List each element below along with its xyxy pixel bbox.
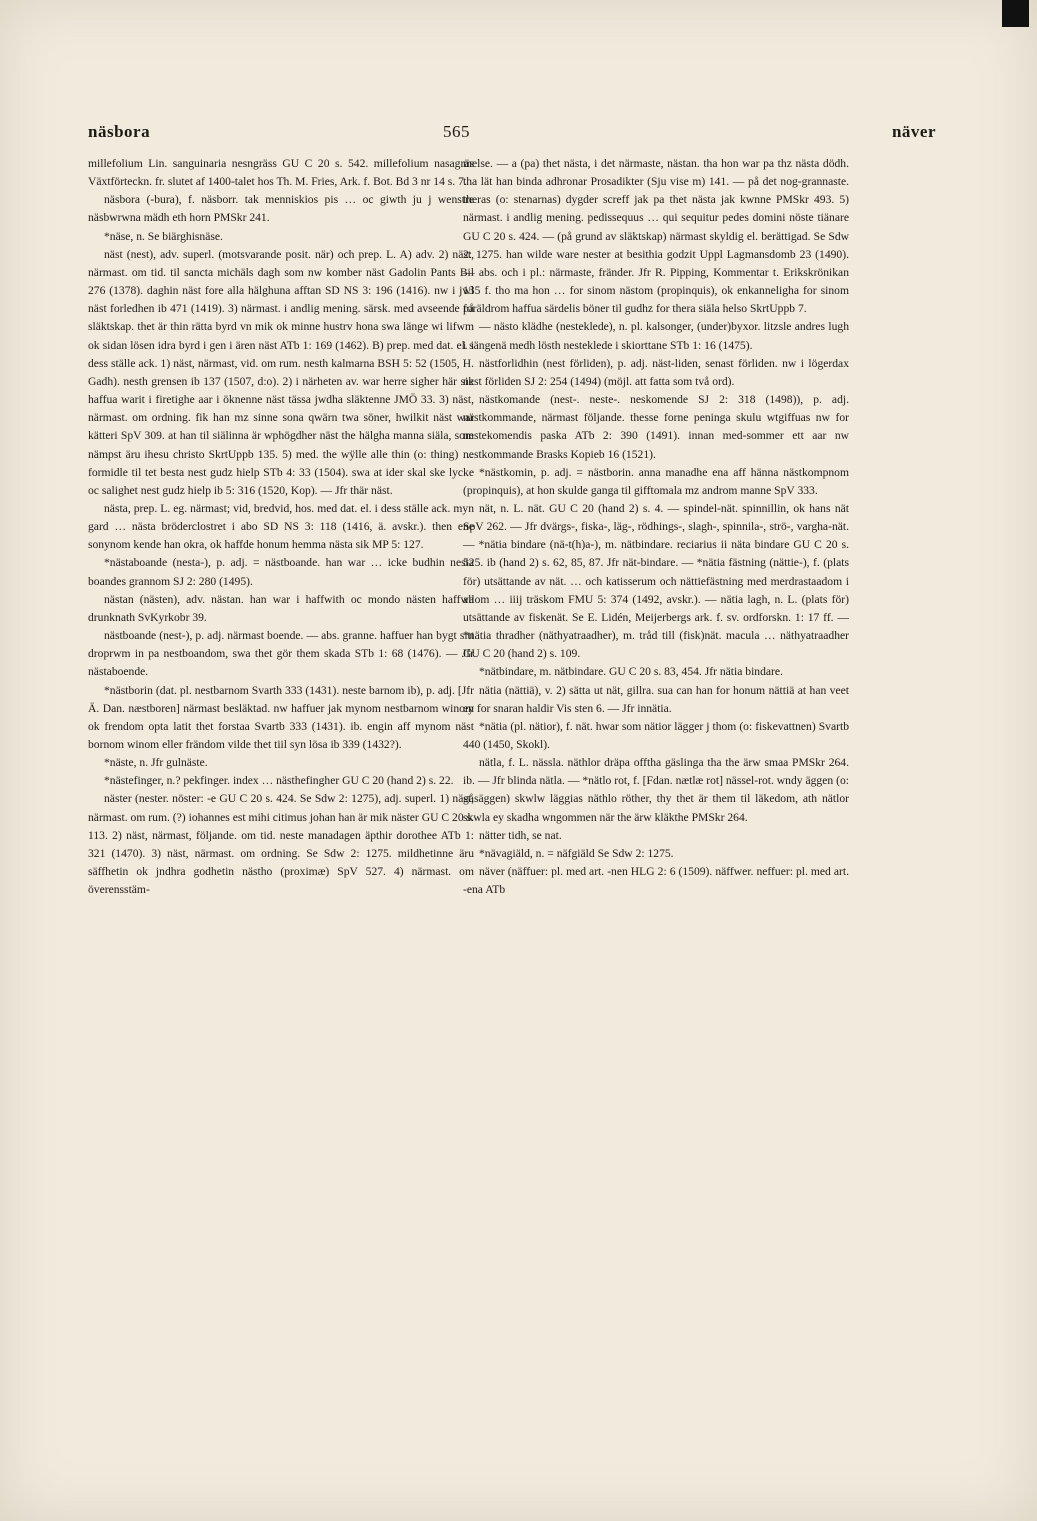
dictionary-entry: nästboande (nest-), p. adj. närmast boende. — abs. granne. haffuer han bygt sitt droprwm in pa nestboandom, swa thet gör them skada STb 1: 68 (1476). — Jfr nästaboende. — [88, 629, 474, 679]
dictionary-entry: näster (nester. nöster: -e GU C 20 s. 424. Se Sdw 2: 1275), adj. superl. 1) näst, närmast. om rum. (?) iohannes est mihi citimus johan han är mik näster GU C 20 s. 113. 2) näst, närmast, följande. om tid. neste manadagen äpthir dorothee ATb 1: 321 (1470). 3) näst, närmast. om ordning. Se Sdw 2: 1275. mildhetinne äru säffhetin ok jndhra godhetin nästho (proximæ) SpV 527. 4) närmast. om överensstäm- — [88, 792, 474, 897]
dictionary-entry: nät, n. L. nät. GU C 20 (hand 2) s. 4. — spindel-nät. spinnillin, ok hans nät SpV 262. — Jfr dvärgs-, fiska-, läg-, rödhings-, slagh-, spinnila-, strö-, vargha-nät. — *nätia bindare (nä-t(h)a-), m. nätbindare. reciarius ii näta bindare GU C 20 s. 525. ib (hand 2) s. 62, 85, 87. Jfr nät-bindare. — *nätia fästning (nättie-), f. (plats för) utsättande av nät. … och katisserum och nättiefästning med merdrastaadom i allom … iiij träskom FMU 5: 374 (1492, avskr.). — nätia lagh, n. L. (plats för) utsättande av fiskenät. Se E. Lidén, Meijerbergs ark. f. sv. ordforskn. 1: 17 ff. — *nätia thradher (näthyatraadher), m. tråd till (fisk)nät. macula … näthyatraadher GU C 20 (hand 2) s. 109. — [463, 501, 849, 661]
dictionary-entry: *näste, n. Jfr gulnäste. — [104, 756, 208, 770]
right-column — [463, 155, 849, 899]
dictionary-entry: nästan (nästen), adv. nästan. han war i haffwith oc mondo nästen haffwa drunknath SvKyrkobr 39. — [88, 592, 474, 624]
dictionary-entry: *nätbindare, m. nätbindare. GU C 20 s. 83, 454. Jfr nätia bindare. — [479, 665, 783, 679]
dictionary-entry: nästa, prep. L. eg. närmast; vid, bredvid, hos. med dat. el. i dess ställe ack. myn gard … nästa bröderclostret i abo SD NS 3: 118 (1416, ä. avskr.). then ene sonynom kende han okra, ok haffde honum hemma nästa sik MP 5: 127. — [88, 501, 474, 552]
dictionary-entry: *näse, n. Se biärghisnäse. — [104, 229, 223, 243]
header-left-word: näsbora — [88, 122, 151, 141]
page-number: 565 — [443, 122, 470, 141]
dictionary-entry: *nävagiäld, n. = näfgiäld Se Sdw 2: 1275. — [479, 846, 674, 860]
dictionary-entry: *nästkomin, p. adj. = nästborin. anna manadhe ena aff hänna nästkompnom (propinquis), at hon skulde ganga til gifftomala mz androm manne SpV 333. — [463, 465, 849, 497]
dictionary-entry: näst (nest), adv. superl. (motsvarande posit. när) och prep. L. A) adv. 2) näst, närmast. om tid. til sancta michäls dagh som nw komber näst Gadolin Pants Bil 276 (1378). daghin näst fore alla hälghuna afftan SD NS 3: 196 (1416). nw i jwl näst forledhen ib 471 (1419). 3) närmast. i andlig mening. särsk. med avseende på släktskap. thet är thin rätta byrd vn mik ok minne hustrv hona swa länge wi lifwm ok sidan lösen idra byrd i gen i ären näst ATb 1: 169 (1462). B) prep. med dat. el. i dess ställe ack. 1) näst, närmast, vid. om rum. nesth kalmarna BSH 5: 52 (1505, H. Gadh). nesth grensen ib 137 (1507, d:o). 2) i närheten av. war herre sigher här sik haffua warit i firetighe aar i öknenne näst tässa jwdha släktenne JMÖ 33. 3) näst, närmast. om ordning. fik han mz sinne sona qwärn twa söner, hwilkit näst war kätteri SpV 309. at han til siälinna är wphögdher näst the hälgha manna siäla, som nämpst äru ihesu christo SkrtUppb 135. 5) med. the wÿlle alle thin (o: thing) … formidle til tet besta nest gudz hielp STb 4: 33 (1504). swa at ider skal ske lycke oc salighet nest gudz hielp ib 5: 316 (1520, Kop). — Jfr thär näst. — [88, 247, 474, 497]
dictionary-entry: näver (näffuer: pl. med art. -nen HLG 2: 6 (1509). näffwer. neffuer: pl. med art. -ena ATb — [463, 865, 849, 897]
dictionary-entry: melse. — a (pa) thet nästa, i det närmaste, nästan. tha hon war pa thz nästa dödh. tha lät han binda adhronar Prosadikter (Sju vise m) 141. — på det nog-grannaste. theras (o: stenarnas) dygder screff jak pa thet nästa jak kwnne PMSkr 493. 5) närmast. i andlig mening. pedissequus … qui sequitur pedes domini nöste tiänare GU C 20 s. 424. — (på grund av släktskap) närmast skyldig el. berättigad. Se Sdw 2: 1275. han wilde ware nester at besithia godzit Uppl Lagmansdomb 23 (1490). — abs. och i pl.: närmaste, fränder. Jfr R. Pipping, Kommentar t. Erikskrönikan 135 f. tho ma hon … for sinom nästom (propinquis), ok enkanneligha for sinom foräldrom haffua särdelis böner til gudhz for thera siäla helso SkrtUppb 7. — [463, 157, 849, 316]
dictionary-entry: nätla, f. L. nässla. näthlor dräpa offtha gäslinga tha the ärw smaa PMSkr 264. ib. — Jfr blinda nätla. — *nätlo rot, f. [Fdan. nætlæ rot] nässel-rot. wndy äggen (o: gåsäggen) skwlw läggias näthlo röther, thy thet är them til läkedom, ath nätlor skwla ey skadha wngommen när the ärw kläkthe PMSkr 264. — [463, 756, 849, 824]
dictionary-entry: *nätia (pl. nätior), f. nät. hwar som nätior lägger j thom (o: fiskevattnen) Svartb 440 (1450, Skokl). — [463, 719, 849, 751]
scan-corner-mark — [1002, 0, 1029, 27]
header-right-word: näver — [891, 122, 936, 141]
dictionary-entry: nätter tidh, se nat. — [479, 828, 562, 842]
running-head — [88, 122, 936, 146]
dictionary-entry: nästkomande (nest-. neste-. neskomende SJ 2: 318 (1498)), p. adj. nästkommande, närmast följande. thesse forne peninga skulu wtgiffuas nw for nestekomendis paska ATb 2: 390 (1491). innan med-sommer ett aar nw nestkommande Brasks Kopieb 16 (1521). — [463, 393, 849, 461]
dictionary-entry: *nästefinger, n.? pekfinger. index … nästhefingher GU C 20 (hand 2) s. 22. — [104, 774, 454, 788]
dictionary-entry: nätia (nättiä), v. 2) sätta ut nät, gillra. sua can han for honum nättiä at han veet ey for snaran haldir Vis sten 6. — Jfr innätia. — [463, 683, 849, 715]
dictionary-entry: *nästaboande (nesta-), p. adj. = nästboande. han war … icke budhin nesta boandes grannom SJ 2: 280 (1495). — [88, 556, 474, 588]
left-column — [88, 155, 474, 899]
dictionary-entry: — nästo klädhe (nesteklede), n. pl. kalsonger, (under)byxor. litzsle andres lugh i sängenä medh lösth nesteklede i skiorttane STb 1: 16 (1475). — [463, 320, 849, 352]
dictionary-entry: näsbora (-bura), f. näsborr. tak menniskios pis … oc giwth ju j wenstre näsbwrwna mädh eth horn PMSkr 241. — [88, 193, 474, 225]
dictionary-entry: *nästborin (dat. pl. nestbarnom Svarth 333 (1431). neste barnom ib), p. adj. [Jfr Ä. Dan. næstboren] närmast besläktad. nw haffuer jak mynom nestbarnom winom ok frendom opta latit thet forstaa Svartb 333 (1431). ib. engin aff mynom näst bornom winom eller frändom vilde thet tiil syn lösa ib 339 (1432?). — [88, 683, 474, 751]
dictionary-entry: millefolium Lin. sanguinaria nesngräss GU C 20 s. 542. millefolium nasagräs Växtförteckn. fr. slutet af 1400-talet hos Th. M. Fries, Ark. f. Bot. Bd 3 nr 14 s. 7. — [88, 157, 474, 189]
dictionary-entry: nästforlidhin (nest förliden), p. adj. näst-liden, senast förliden. nw i lögerdax nest förliden SJ 2: 254 (1494) (möjl. att fatta som två ord). — [463, 356, 849, 388]
